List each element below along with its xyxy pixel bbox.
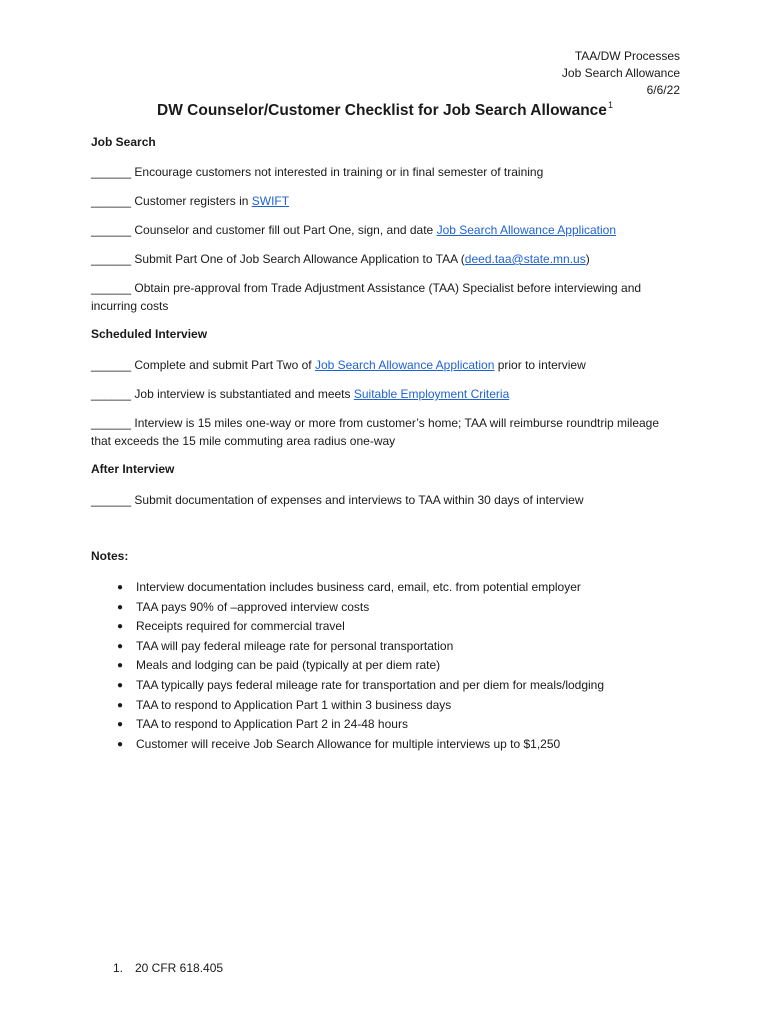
section-after-interview: After Interview [91,462,175,476]
footnote-text: 20 CFR 618.405 [135,961,224,975]
checklist-item [91,221,681,239]
checklist-item [91,356,681,374]
application-link[interactable]: Job Search Allowance Application [314,358,495,372]
document-header [562,48,680,99]
title-text: DW Counselor/Customer Checklist for Job Search Allowance [157,102,607,119]
notes-list [117,578,604,754]
note-text: TAA pays 90% of –approved interview costs [136,599,370,614]
bullet-icon: ● [117,601,124,613]
bullet-icon: ● [117,699,124,711]
checkbox-blank[interactable]: ______ [91,252,132,266]
note-text: Meals and lodging can be paid (typically at per diem rate) [136,658,441,673]
checklist-item [91,385,681,403]
header-process: TAA/DW Processes [574,49,680,63]
notes-list-item [117,656,604,676]
checklist-item [91,250,681,268]
checkbox-blank[interactable]: ______ [91,223,132,237]
note-text: Receipts required for commercial travel [136,619,345,634]
footnote-number: 1. [113,961,124,975]
page-title [0,100,770,120]
application-link[interactable]: Job Search Allowance Application [436,223,617,237]
item-text-suffix: prior to interview [494,358,586,372]
note-text: TAA typically pays federal mileage rate for transportation and per diem for meals/lodging [136,677,605,692]
checklist-item [91,192,681,210]
note-text: Customer will receive Job Search Allowance for multiple interviews up to $1,250 [136,736,561,751]
checklist-item [91,414,681,450]
header-topic: Job Search Allowance [561,66,680,80]
section-job-search: Job Search [91,135,156,149]
notes-list-item [117,735,604,755]
checkbox-blank[interactable]: ______ [91,416,132,430]
checkbox-blank[interactable]: ______ [91,194,132,208]
email-link[interactable]: deed.taa@state.mn.us [464,252,586,266]
item-text: Complete and submit Part Two of [134,358,315,372]
notes-list-item [117,578,604,598]
bullet-icon: ● [117,679,124,691]
footnote [113,961,223,975]
bullet-icon: ● [117,738,124,750]
notes-list-item [117,676,604,696]
item-text: Interview is 15 miles one-way or more from customer’s home; TAA will reimburse roundtrip mileage that exceeds the 15 mile commuting area radius one-way [91,416,660,448]
item-text: Submit Part One of Job Search Allowance Application to TAA ( [134,252,465,266]
checklist-item [91,491,681,509]
section-scheduled-interview: Scheduled Interview [91,327,208,341]
bullet-icon: ● [117,640,124,652]
notes-list-item [117,617,604,637]
checkbox-blank[interactable]: ______ [91,358,132,372]
bullet-icon: ● [117,582,124,593]
note-text: TAA will pay federal mileage rate for personal transportation [136,638,454,653]
item-text: Obtain pre-approval from Trade Adjustment Assistance (TAA) Specialist before interviewing and incurring costs [91,281,642,313]
header-date: 6/6/22 [646,83,680,97]
checkbox-blank[interactable]: ______ [91,165,132,179]
section-notes: Notes: [91,549,129,563]
bullet-icon: ● [117,621,124,633]
item-text: Encourage customers not interested in training or in final semester of training [134,165,544,179]
suitable-employment-link[interactable]: Suitable Employment Criteria [353,387,510,401]
item-text: Job interview is substantiated and meets [134,387,354,401]
notes-list-item [117,637,604,657]
bullet-icon: ● [117,719,124,731]
bullet-icon: ● [117,660,124,672]
item-text-suffix: ) [585,252,590,266]
checklist-item [91,163,681,181]
notes-list-item [117,696,604,716]
title-footnote-ref: 1 [607,100,613,110]
item-text: Customer registers in [134,194,252,208]
note-text: TAA to respond to Application Part 1 within 3 business days [136,697,452,712]
checklist-item [91,279,681,315]
swift-link[interactable]: SWIFT [251,194,290,208]
checkbox-blank[interactable]: ______ [91,281,132,295]
item-text: Submit documentation of expenses and interviews to TAA within 30 days of interview [134,493,584,507]
checkbox-blank[interactable]: ______ [91,387,132,401]
checkbox-blank[interactable]: ______ [91,493,132,507]
note-text: TAA to respond to Application Part 2 in 24-48 hours [136,717,408,732]
notes-list-item [117,598,604,618]
item-text: Counselor and customer fill out Part One, sign, and date [134,223,437,237]
note-text: Interview documentation includes business card, email, etc. from potential employer [136,580,581,594]
notes-list-item [117,715,604,735]
